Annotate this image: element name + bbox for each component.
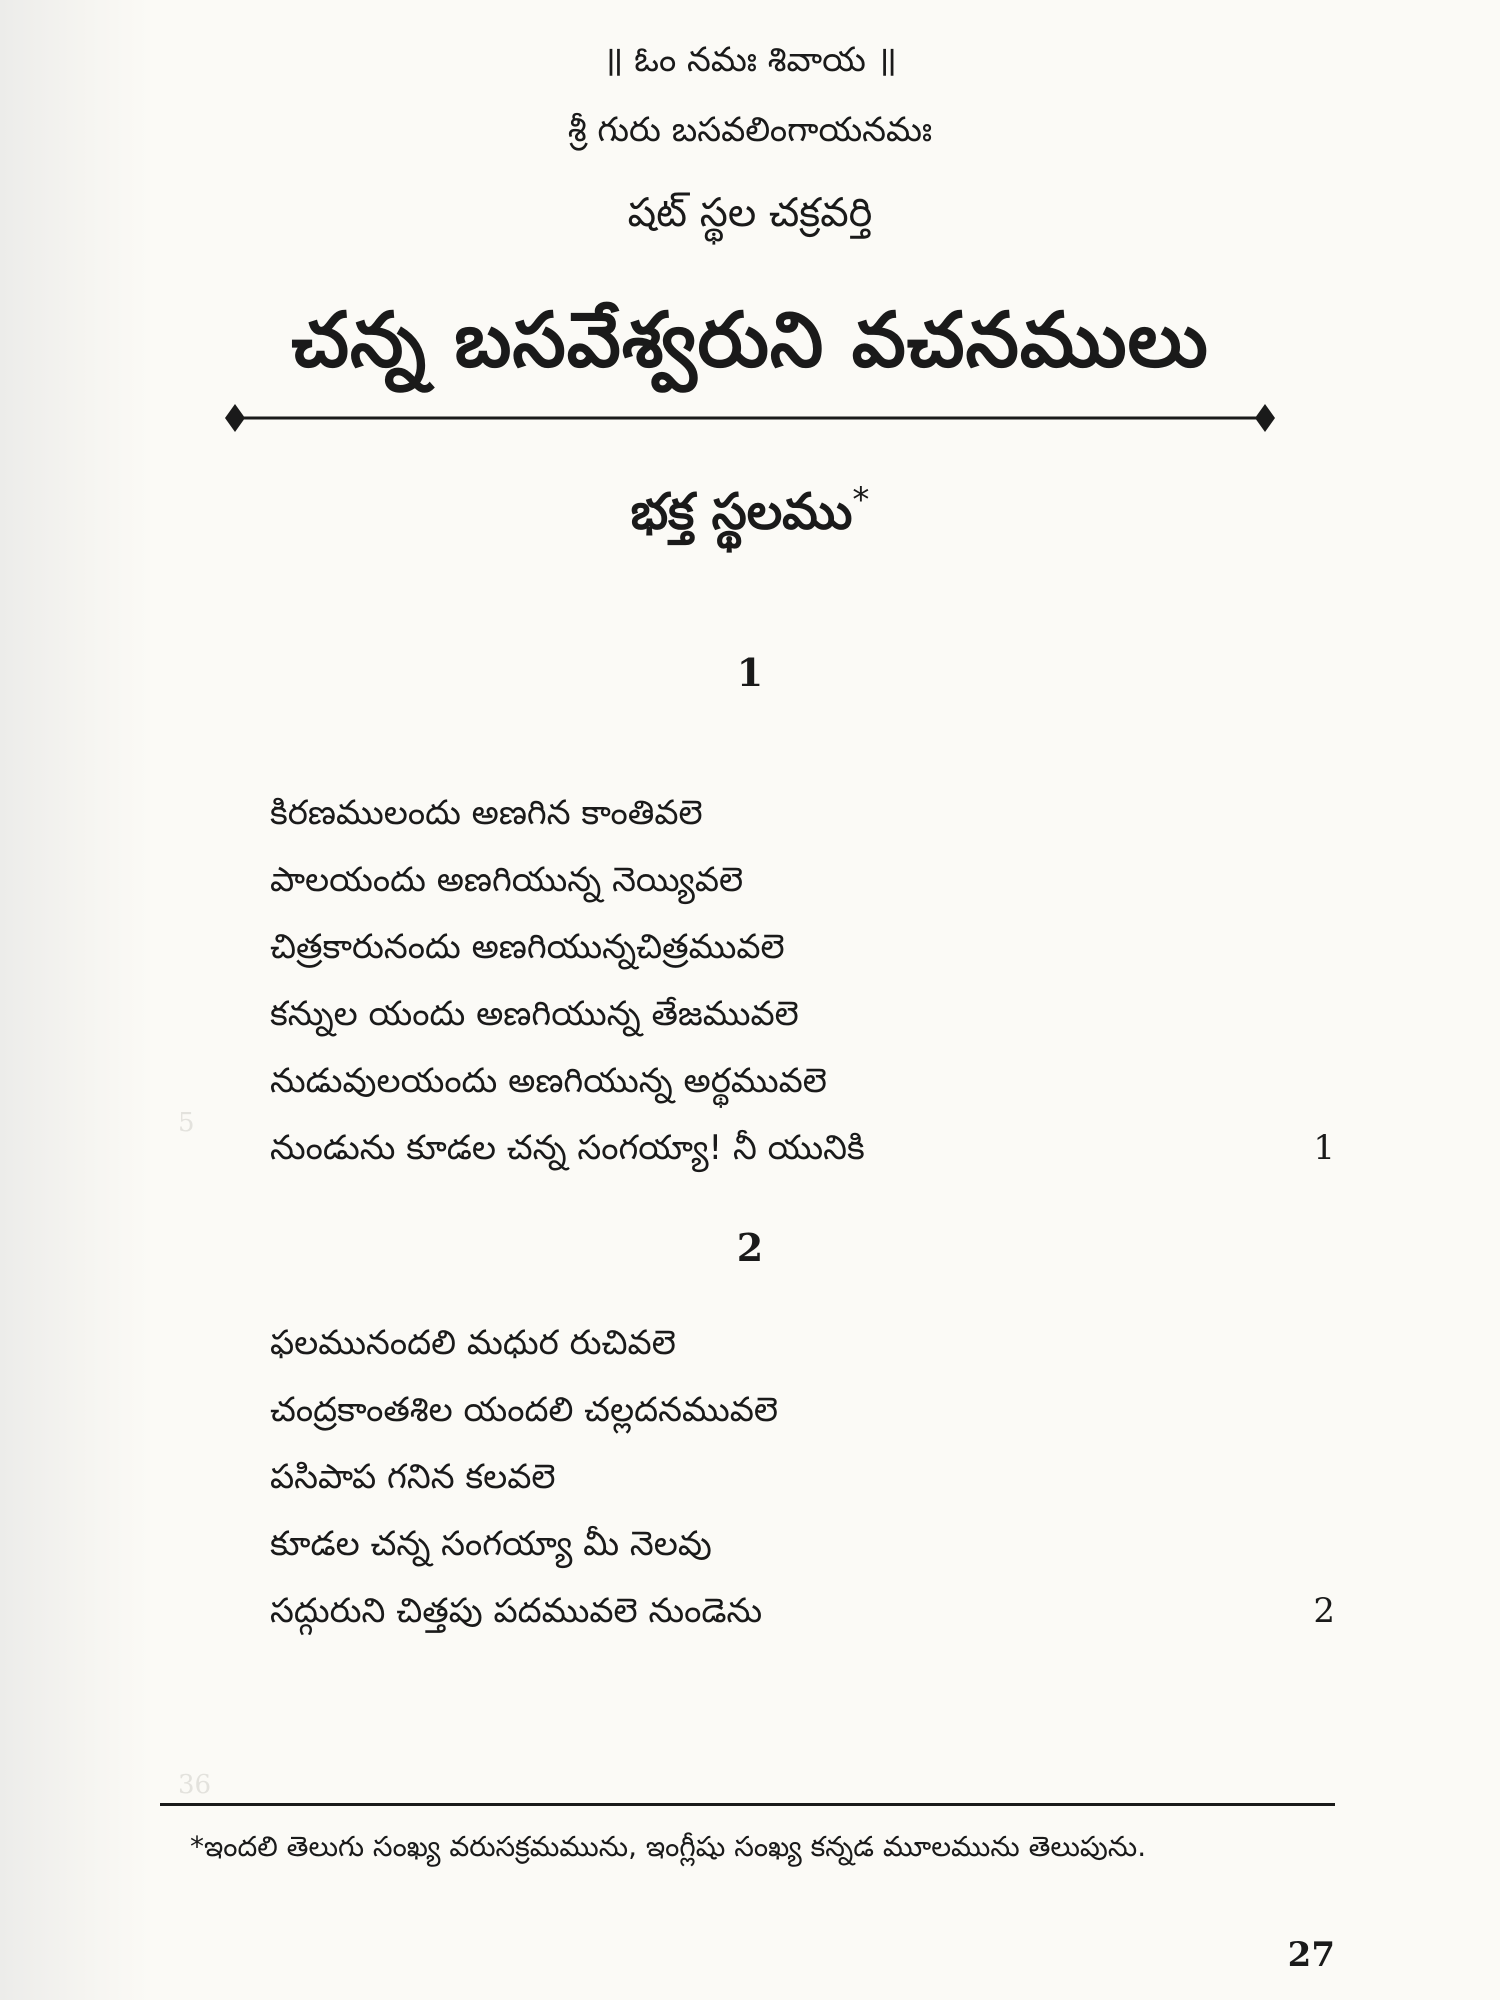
verse-line-text: సద్గురుని చిత్తపు పదమువలె నుండెను xyxy=(270,1591,763,1631)
verse-line: పాలయందు అణగియున్న నెయ్యివలె xyxy=(270,860,744,900)
verse-block xyxy=(270,1310,1335,1645)
verse-line-last xyxy=(270,1578,1335,1645)
footnote-divider xyxy=(160,1803,1335,1806)
page-number: 27 xyxy=(1287,1935,1335,1975)
verse-line-last xyxy=(270,1115,1335,1182)
invocation-line: ॥ ఓం నమః శివాయ ॥ xyxy=(602,40,897,80)
verse-number: 2 xyxy=(736,1225,764,1270)
verse-line: ఫలమునందలి మధుర రుచివలె xyxy=(270,1323,676,1363)
footnote-text: *ఇందలి తెలుగు సంఖ్య వరుసక్రమమును, ఇంగ్లీషు సంఖ్య కన్నడ మూలమును తెలుపును. xyxy=(190,1830,1147,1863)
verse-line: నుడువులయందు అణగియున్న అర్థమువలె xyxy=(270,1061,827,1101)
footnote-marker: * xyxy=(852,480,870,520)
section-heading xyxy=(0,480,1500,554)
verse-block xyxy=(270,780,1335,1182)
verse-line: కిరణములందు అణగిన కాంతివలె xyxy=(270,793,703,833)
ornament-line xyxy=(243,417,1257,420)
verse-end-number: 1 xyxy=(1313,1128,1335,1168)
verse-line-text: నుండును కూడల చన్న సంగయ్యా! నీ యునికి xyxy=(270,1128,865,1168)
left-diamond-icon xyxy=(225,404,245,432)
section-heading-text: భక్త స్థలము xyxy=(630,482,853,541)
verse-line: చంద్రకాంతశిల యందలి చల్లదనమువలె xyxy=(270,1390,779,1430)
verse-end-number: 2 xyxy=(1313,1591,1335,1631)
bleed-through-mark: 36 xyxy=(178,1770,212,1800)
salutation-line: శ్రీ గురు బసవలింగాయనమః xyxy=(567,110,933,150)
verse-number: 1 xyxy=(736,650,764,695)
bleed-through-mark: 5 xyxy=(178,1108,195,1138)
verse-line: చిత్రకారునందు అణగియున్నచిత్రమువలె xyxy=(270,927,785,967)
verse-line: కన్నుల యందు అణగియున్న తేజమువలె xyxy=(270,994,799,1034)
page-title: చన్న బసవేశ్వరుని వచనములు xyxy=(291,295,1209,384)
verse-line: పసిపాప గనిన కలవలె xyxy=(270,1457,556,1497)
right-diamond-icon xyxy=(1255,404,1275,432)
verse-line: కూడల చన్న సంగయ్యా మీ నెలవు xyxy=(270,1524,712,1564)
subtitle-line: షట్ స్థల చక్రవర్తి xyxy=(627,190,873,236)
title-ornament-rule xyxy=(225,400,1275,436)
